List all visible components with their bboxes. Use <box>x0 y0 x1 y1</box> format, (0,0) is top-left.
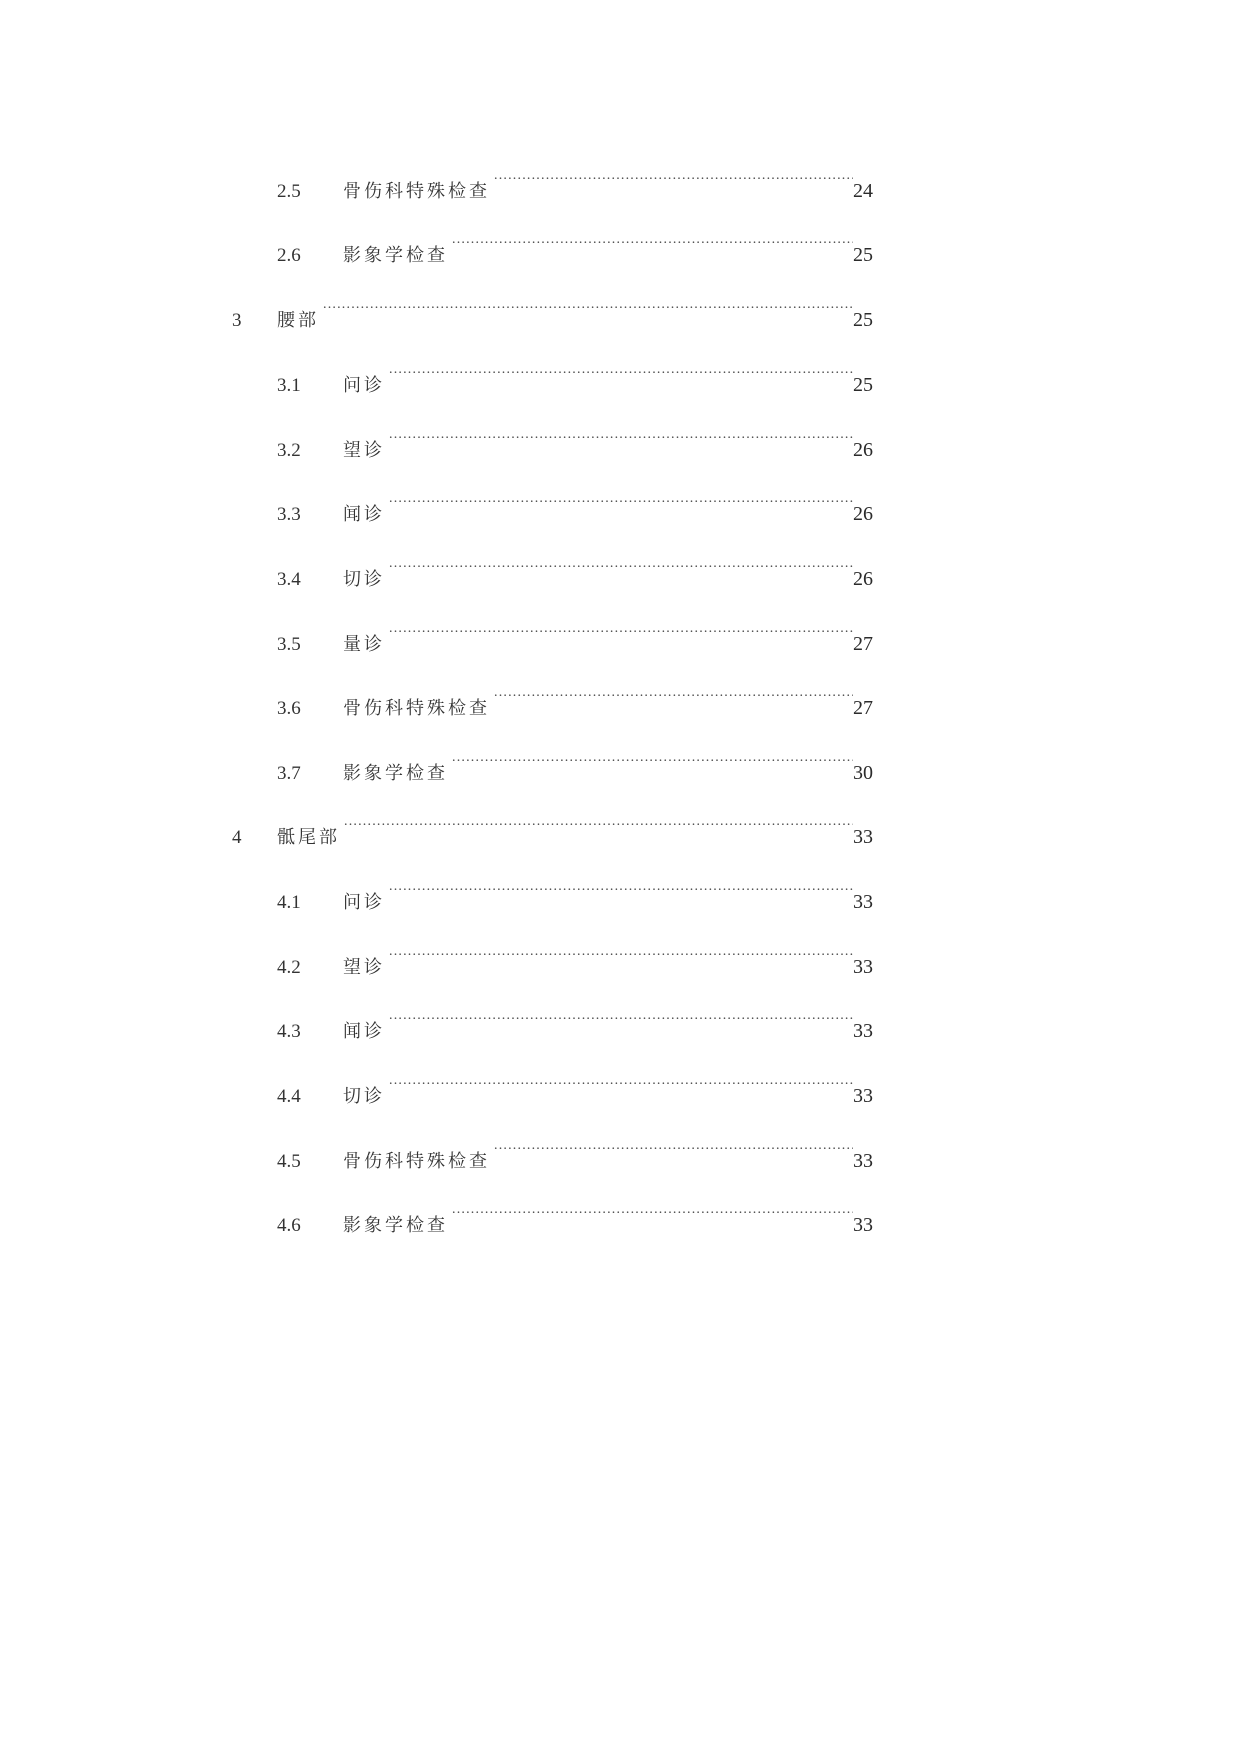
toc-dot-leader <box>344 813 853 843</box>
toc-entry-4-4[interactable] <box>277 1072 873 1107</box>
toc-entry-3-6[interactable] <box>277 684 873 719</box>
toc-entry-page: 27 <box>853 633 873 655</box>
toc-dot-leader <box>452 1201 853 1231</box>
toc-entry-title: 影象学检查 <box>343 245 448 266</box>
toc-entry-title: 问诊 <box>343 375 385 396</box>
toc-entry-3-3[interactable] <box>277 490 873 525</box>
toc-entry-number: 2.5 <box>277 181 301 202</box>
toc-dot-leader <box>389 555 853 585</box>
toc-entry-title: 望诊 <box>343 957 385 978</box>
toc-entry-title: 闻诊 <box>343 504 385 525</box>
toc-entry-number: 4.6 <box>277 1215 301 1236</box>
toc-entry-number: 2.6 <box>277 245 301 266</box>
toc-entry-title: 闻诊 <box>343 1021 385 1042</box>
toc-entry-page: 33 <box>853 891 873 913</box>
toc-entry-title: 量诊 <box>343 634 385 655</box>
toc-entry-page: 27 <box>853 697 873 719</box>
toc-entry-page: 26 <box>853 503 873 525</box>
toc-dot-leader <box>323 296 853 326</box>
toc-entry-page: 25 <box>853 244 873 266</box>
toc-entry-3-1[interactable] <box>277 361 873 396</box>
toc-dot-leader <box>452 231 853 261</box>
toc-entry-3-4[interactable] <box>277 555 873 590</box>
toc-entry-2-5[interactable] <box>277 167 873 202</box>
toc-entry-page: 33 <box>853 1150 873 1172</box>
toc-entry-number: 3.7 <box>277 763 301 784</box>
toc-entry-title: 腰部 <box>277 310 319 331</box>
toc-entry-number: 3.4 <box>277 569 301 590</box>
toc-entry-title: 骨伤科特殊检查 <box>343 698 490 719</box>
toc-dot-leader <box>389 1072 853 1102</box>
toc-entry-title: 骨伤科特殊检查 <box>343 1151 490 1172</box>
toc-entry-page: 24 <box>853 180 873 202</box>
toc-entry-4[interactable] <box>232 813 873 848</box>
toc-entry-3-2[interactable] <box>277 426 873 461</box>
toc-entry-number: 4 <box>232 827 242 848</box>
toc-dot-leader <box>452 749 853 779</box>
toc-entry-page: 33 <box>853 1085 873 1107</box>
toc-dot-leader <box>389 620 853 650</box>
toc-entry-page: 26 <box>853 568 873 590</box>
toc-entry-4-3[interactable] <box>277 1007 873 1042</box>
toc-entry-number: 3 <box>232 310 242 331</box>
toc-entry-page: 33 <box>853 1214 873 1236</box>
toc-entry-number: 3.1 <box>277 375 301 396</box>
toc-entry-number: 4.4 <box>277 1086 301 1107</box>
toc-entry-number: 3.2 <box>277 440 301 461</box>
toc-entry-number: 4.2 <box>277 957 301 978</box>
toc-dot-leader <box>494 167 853 197</box>
toc-entry-number: 4.5 <box>277 1151 301 1172</box>
toc-entry-number: 3.3 <box>277 504 301 525</box>
toc-entry-number: 3.5 <box>277 634 301 655</box>
toc-entry-page: 25 <box>853 309 873 331</box>
toc-dot-leader <box>389 490 853 520</box>
toc-entry-2-6[interactable] <box>277 231 873 266</box>
toc-dot-leader <box>494 1137 853 1167</box>
toc-entry-title: 切诊 <box>343 1086 385 1107</box>
toc-entry-title: 骶尾部 <box>277 827 340 848</box>
toc-entry-title: 影象学检查 <box>343 1215 448 1236</box>
toc-dot-leader <box>389 426 853 456</box>
toc-entry-4-6[interactable] <box>277 1201 873 1236</box>
toc-entry-page: 33 <box>853 1020 873 1042</box>
toc-dot-leader <box>389 1007 853 1037</box>
toc-dot-leader <box>389 878 853 908</box>
toc-entry-page: 26 <box>853 439 873 461</box>
toc-entry-title: 影象学检查 <box>343 763 448 784</box>
toc-entry-3-5[interactable] <box>277 620 873 655</box>
toc-entry-4-5[interactable] <box>277 1137 873 1172</box>
toc-entry-title: 骨伤科特殊检查 <box>343 181 490 202</box>
toc-dot-leader <box>389 943 853 973</box>
toc-entry-title: 切诊 <box>343 569 385 590</box>
toc-entry-page: 33 <box>853 956 873 978</box>
toc-entry-3-7[interactable] <box>277 749 873 784</box>
toc-entry-page: 30 <box>853 762 873 784</box>
toc-entry-number: 4.3 <box>277 1021 301 1042</box>
toc-entry-4-1[interactable] <box>277 878 873 913</box>
toc-entry-3[interactable] <box>232 296 873 331</box>
toc-dot-leader <box>494 684 853 714</box>
toc-dot-leader <box>389 361 853 391</box>
toc-entry-number: 3.6 <box>277 698 301 719</box>
toc-entry-title: 望诊 <box>343 440 385 461</box>
toc-entry-number: 4.1 <box>277 892 301 913</box>
toc-entry-title: 问诊 <box>343 892 385 913</box>
toc-entry-page: 25 <box>853 374 873 396</box>
toc-entry-page: 33 <box>853 826 873 848</box>
toc-entry-4-2[interactable] <box>277 943 873 978</box>
